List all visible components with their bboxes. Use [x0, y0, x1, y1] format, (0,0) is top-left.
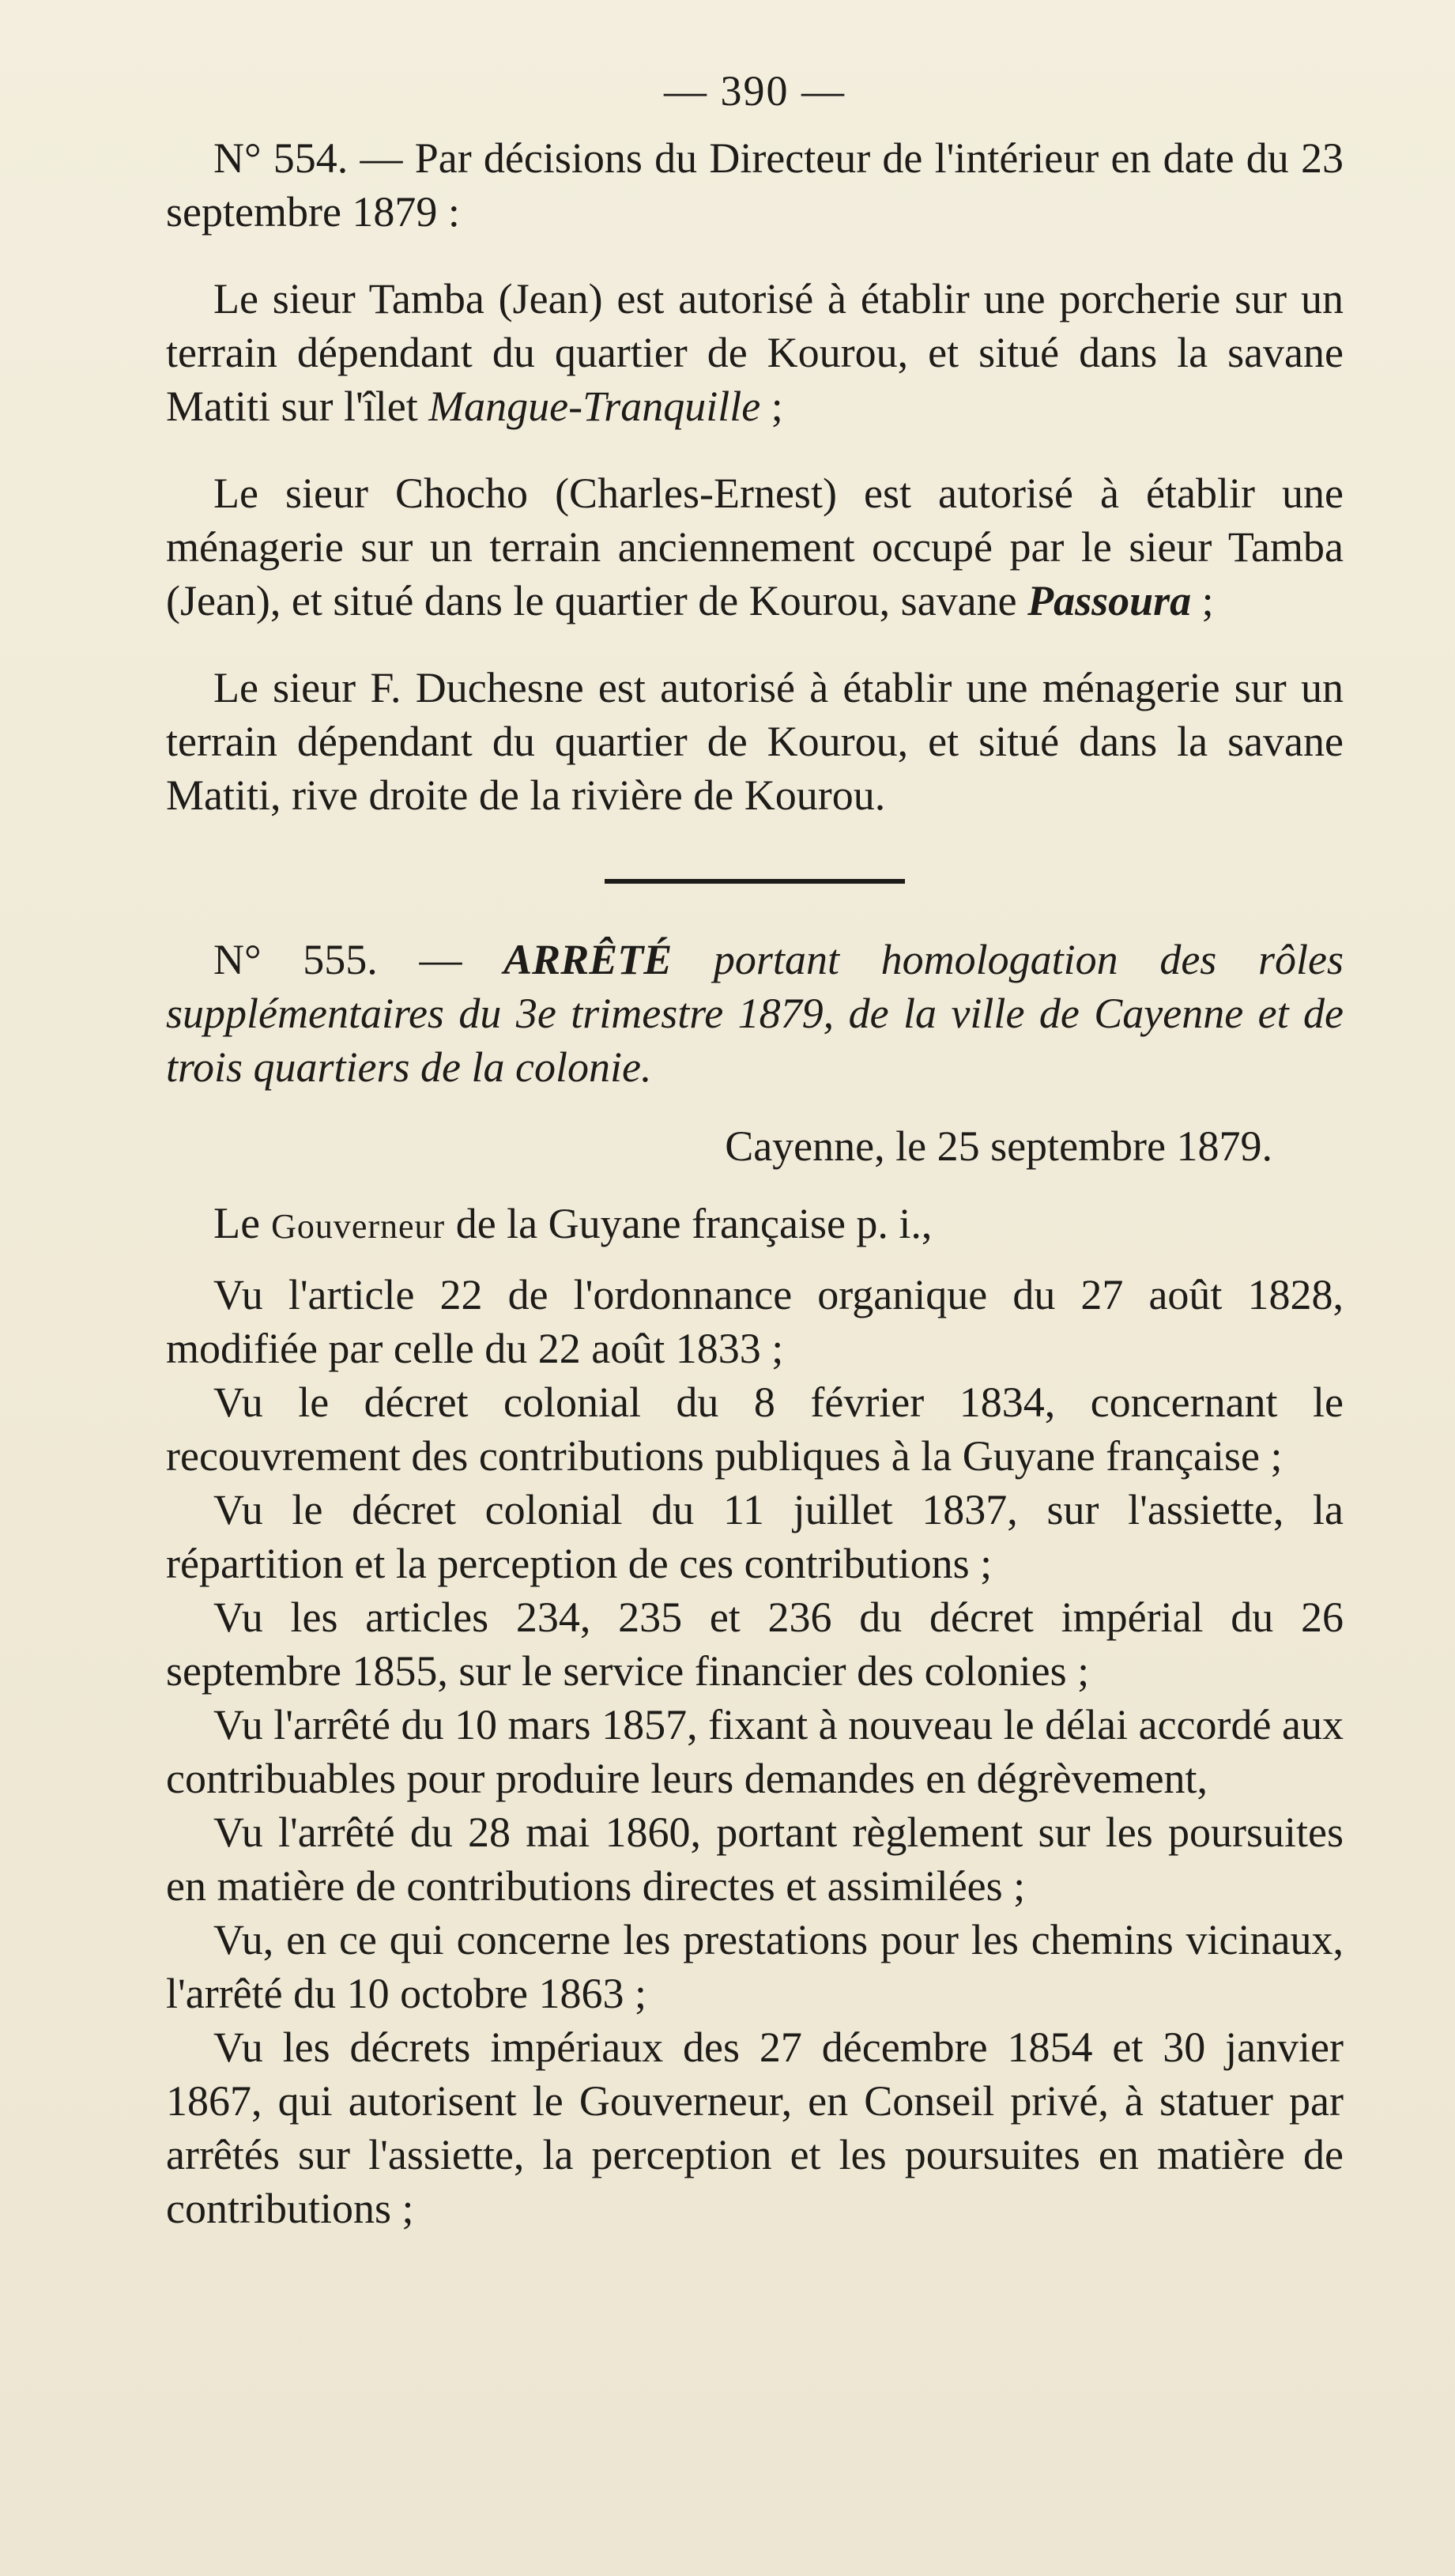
decision-554-paragraph-2	[166, 466, 1344, 628]
page-number: — 390 —	[664, 67, 846, 115]
arrete-title-text: portant homologation des rôles supplémentaires du 3e trimestre 1879, de la ville de Cayenne et de trois quartiers de la colonie.	[166, 936, 1344, 1091]
governor-rest: de la Guyane française p. i.,	[445, 1200, 933, 1247]
vu-item: Vu l'article 22 de l'ordonnance organique du 27 août 1828, modifiée par celle du 22 août 1833 ;	[166, 1271, 1344, 1372]
decision-554-paragraph-3: Le sieur F. Duchesne est autorisé à établir une ménagerie sur un terrain dépendant du quartier de Kourou, et situé dans la savane Matiti, rive droite de la rivière de Kourou.	[166, 664, 1344, 819]
vu-item: Vu, en ce qui concerne les prestations pour les chemins vicinaux, l'arrêté du 10 octobre 1863 ;	[166, 1916, 1344, 2017]
dateline: Cayenne, le 25 septembre 1879.	[725, 1122, 1272, 1170]
paragraph-text: Le sieur Tamba (Jean) est autorisé à établir une porcherie sur un terrain dépendant du quartier de Kourou, et situé dans la savane Matiti sur l'îlet	[166, 275, 1344, 430]
place-name-italic: Passoura	[1027, 577, 1192, 624]
decision-554-paragraph-1	[166, 272, 1344, 433]
vu-item: Vu l'arrêté du 28 mai 1860, portant règlement sur les poursuites en matière de contributions directes et assimilées ;	[166, 1808, 1344, 1910]
vu-list	[166, 1268, 1344, 2235]
page-content	[166, 55, 1344, 2235]
vu-item: Vu l'arrêté du 10 mars 1857, fixant à nouveau le délai accordé aux contribuables pour produire leurs demandes en dégrèvement,	[166, 1701, 1344, 1802]
governor-line	[166, 1197, 1344, 1254]
vu-item: Vu le décret colonial du 8 février 1834, concernant le recouvrement des contributions publiques à la Guyane française ;	[166, 1379, 1344, 1480]
governor-le: Le	[213, 1199, 272, 1248]
paragraph-end: ;	[760, 383, 783, 430]
decision-554-heading: N° 554. — Par décisions du Directeur de l'intérieur en date du 23 septembre 1879 :	[166, 134, 1344, 236]
governor-title: Gouverneur	[271, 1207, 446, 1246]
decision-554	[166, 131, 1344, 822]
arrete-555	[166, 933, 1344, 2235]
arrete-number: N° 555. —	[213, 936, 504, 983]
paragraph-end: ;	[1191, 577, 1214, 624]
place-name-italic: Mangue-Tranquille	[428, 383, 761, 430]
section-divider	[605, 879, 905, 884]
arrete-label: ARRÊTÉ	[503, 936, 673, 983]
paragraph-text: Le sieur Chocho (Charles-Ernest) est autorisé à établir une ménagerie sur un terrain anciennement occupé par le sieur Tamba (Jean), et situé dans le quartier de Kourou, savane	[166, 470, 1344, 624]
vu-item: Vu les articles 234, 235 et 236 du décret impérial du 26 septembre 1855, sur le service financier des colonies ;	[166, 1593, 1344, 1695]
arrete-555-title	[166, 933, 1344, 1094]
vu-item: Vu le décret colonial du 11 juillet 1837, sur l'assiette, la répartition et la perception de ces contributions ;	[166, 1486, 1344, 1587]
vu-item: Vu les décrets impériaux des 27 décembre 1854 et 30 janvier 1867, qui autorisent le Gouverneur, en Conseil privé, à statuer par arrêtés sur l'assiette, la perception et les poursuites en matière de contributions ;	[166, 2023, 1344, 2232]
